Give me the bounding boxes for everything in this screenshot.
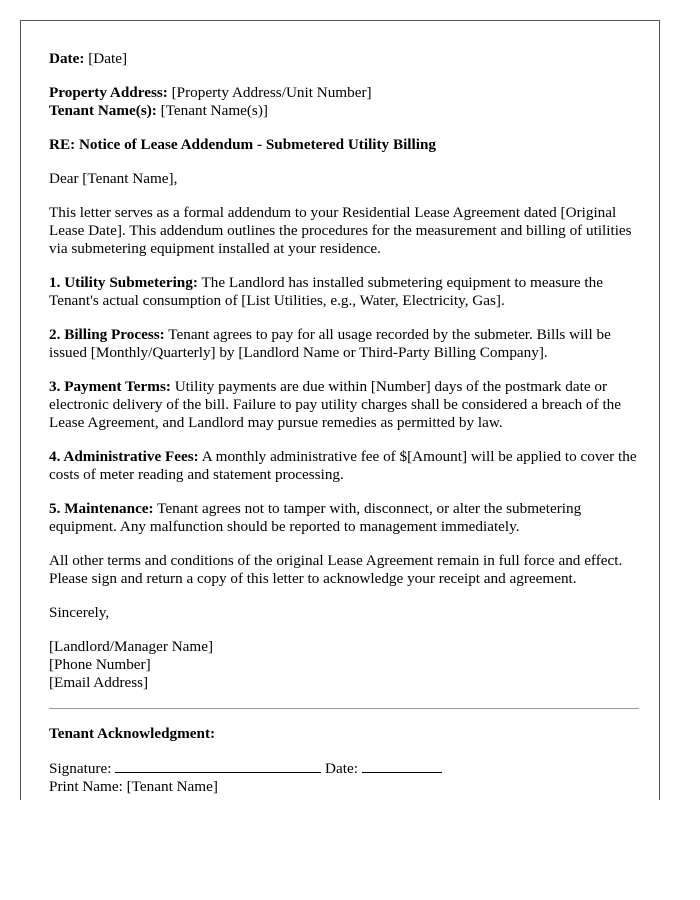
letter-body — [49, 50, 639, 800]
section-payment-terms — [49, 378, 639, 432]
date-line — [49, 50, 639, 68]
sender-block — [49, 638, 639, 692]
sender-phone: [Phone Number] — [49, 656, 151, 673]
closing-paragraph: All other terms and conditions of the original Lease Agreement remain in full force and effect. Please sign and return a copy of this letter to acknowledge your receipt and agreement. — [49, 552, 623, 587]
section-billing-process — [49, 326, 639, 362]
signature-blank-line[interactable] — [115, 759, 321, 773]
print-name-label: Print Name: — [49, 778, 123, 795]
section-administrative-fees — [49, 448, 639, 484]
print-name-value: [Tenant Name] — [126, 778, 218, 795]
date-blank-line[interactable] — [362, 759, 442, 773]
ack-date-label: Date: — [325, 760, 358, 777]
section-text: Utility payments are due within [Number] days of the postmark date or electronic delivery of the bill. Failure to pay utility charges shall be considered a breach of the Lease Agreement, and Landlord may pursue remedies as permitted by law. — [49, 378, 622, 431]
date-label: Date: — [49, 50, 85, 67]
section-heading: 4. Administrative Fees: — [49, 448, 199, 465]
section-text: A monthly administrative fee of $[Amount] will be applied to cover the costs of meter reading and statement processing. — [49, 448, 637, 483]
section-utility-submetering — [49, 274, 639, 310]
intro-paragraph: This letter serves as a formal addendum to your Residential Lease Agreement dated [Original Lease Date]. This addendum outlines the procedures for the measurement and billing of utilities via submetering equipment installed at your residence. — [49, 204, 632, 257]
section-text: Tenant agrees to pay for all usage recorded by the submeter. Bills will be issued [Monthly/Quarterly] by [Landlord Name or Third-Party Billing Company]. — [49, 326, 611, 361]
sender-email: [Email Address] — [49, 674, 149, 691]
section-heading: 5. Maintenance: — [49, 500, 154, 517]
section-text: The Landlord has installed submetering equipment to measure the Tenant's actual consumption of [List Utilities, e.g., Water, Electricity, Gas]. — [49, 274, 603, 309]
property-label: Property Address: — [49, 84, 168, 101]
subject-line: RE: Notice of Lease Addendum - Submetered Utility Billing — [49, 136, 436, 153]
sender-name: [Landlord/Manager Name] — [49, 638, 214, 655]
section-maintenance — [49, 500, 639, 536]
section-heading: 2. Billing Process: — [49, 326, 165, 343]
section-heading: 1. Utility Submetering: — [49, 274, 198, 291]
section-heading: 3. Payment Terms: — [49, 378, 171, 395]
signature-label: Signature: — [49, 760, 112, 777]
property-value: [Property Address/Unit Number] — [171, 84, 372, 101]
tenant-label: Tenant Name(s): — [49, 102, 157, 119]
salutation: Dear [Tenant Name], — [49, 170, 178, 187]
section-divider — [49, 708, 639, 709]
recipient-block — [49, 84, 639, 120]
acknowledgment-fields — [49, 759, 639, 796]
signoff: Sincerely, — [49, 604, 110, 621]
acknowledgment-heading: Tenant Acknowledgment: — [49, 725, 216, 742]
letter-page — [20, 20, 660, 800]
tenant-value: [Tenant Name(s)] — [160, 102, 268, 119]
section-text: Tenant agrees not to tamper with, disconnect, or alter the submetering equipment. Any malfunction should be reported to management immediately. — [49, 500, 582, 535]
date-value: [Date] — [88, 50, 128, 67]
